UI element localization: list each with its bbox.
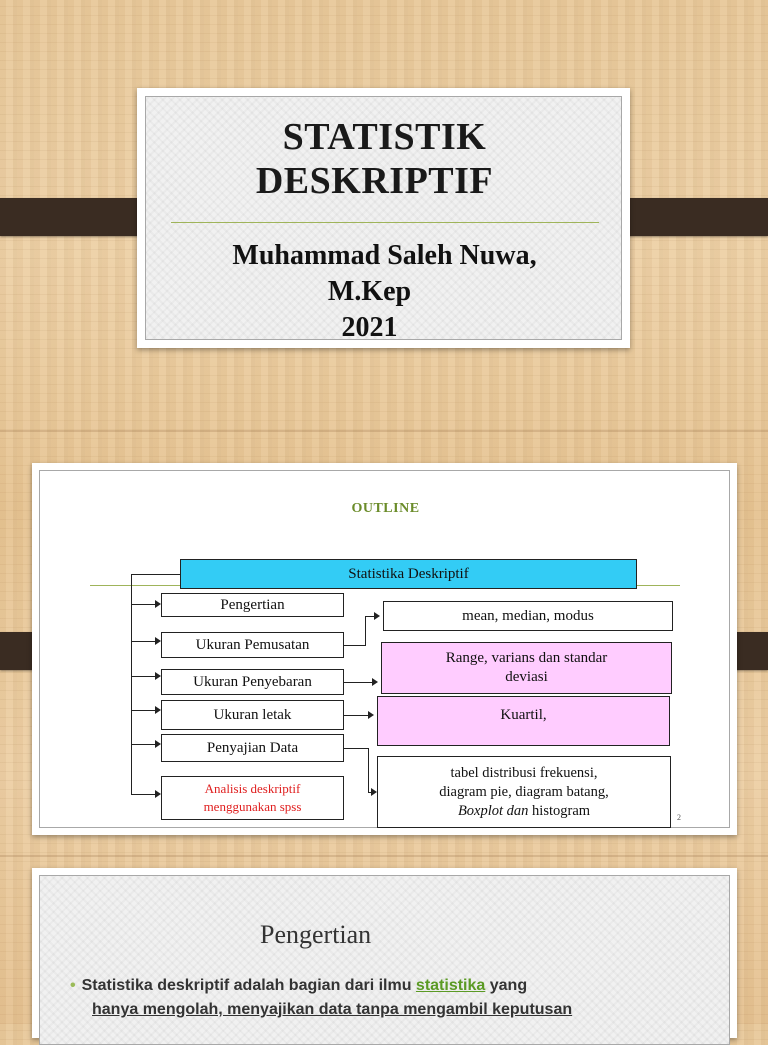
bullet-text-part2: yang: [485, 977, 528, 994]
branch-penyajian: [131, 744, 155, 745]
author-name: Muhammad Saleh Nuwa,: [232, 240, 537, 271]
pengertian-slide[interactable]: [32, 868, 737, 1038]
slide-title-line1: STATISTIK: [282, 116, 487, 158]
bullet-text-part1: Statistika deskriptif adalah bagian dari ilmu: [81, 977, 416, 994]
separator-2: [0, 855, 768, 857]
detail-letak[interactable]: [377, 696, 670, 746]
right-decor-bar-1: [613, 198, 768, 236]
analisis-line2: menggunakan spss: [203, 799, 302, 814]
arrow-detail-letak: [368, 711, 374, 719]
analisis-line1: Analisis deskriptif: [204, 781, 301, 796]
conn-pemusatan-v: [365, 616, 366, 646]
arrow-detail-penyebaran: [372, 678, 378, 686]
branch-letak: [131, 710, 155, 711]
detail-pemusatan[interactable]: mean, median, modus: [383, 601, 673, 631]
connector-root: [131, 574, 180, 575]
title-slide-panel: [145, 96, 622, 343]
slide-title: [146, 115, 623, 203]
page-number: 2: [677, 813, 681, 822]
title-divider: [171, 222, 599, 223]
outline-slide[interactable]: [32, 463, 737, 835]
conn-penyajian-h: [344, 748, 368, 749]
left-decor-bar-2: [0, 632, 34, 670]
presentation-year: 2021: [341, 312, 398, 343]
outline-slide-panel: [39, 470, 730, 828]
arrow-detail-pemusatan: [374, 612, 380, 620]
branch-analisis: [131, 794, 155, 795]
conn-penyebaran: [344, 682, 372, 683]
branch-pemusatan: [131, 641, 155, 642]
connector-trunk: [131, 574, 132, 794]
author-block: [146, 238, 623, 346]
detail-penyajian-line1: tabel distribusi frekuensi,: [450, 764, 598, 781]
item-penyajian-data[interactable]: Penyajian Data: [161, 734, 344, 762]
item-ukuran-pemusatan[interactable]: Ukuran Pemusatan: [161, 632, 344, 658]
detail-penyebaran-line2: deviasi: [505, 669, 548, 685]
separator-1: [0, 430, 768, 432]
pengertian-title: Pengertian: [260, 920, 372, 949]
bullet-item: [70, 974, 730, 1022]
detail-penyajian-line3-italic: Boxplot dan: [457, 802, 529, 819]
left-decor-bar-1: [0, 198, 155, 236]
item-ukuran-letak[interactable]: Ukuran letak: [161, 700, 344, 730]
item-analisis-deskriptif[interactable]: [161, 776, 344, 820]
bullet-text-line2: hanya mengolah, menyajikan data tanpa mengambil keputusan: [92, 1001, 573, 1018]
conn-penyajian-v: [368, 748, 369, 792]
detail-penyajian[interactable]: [377, 756, 671, 828]
root-box-statistika-deskriptif[interactable]: Statistika Deskriptif: [180, 559, 637, 589]
statistika-link[interactable]: statistika: [415, 977, 486, 994]
bullet-dot: •: [70, 977, 76, 994]
detail-letak-text: Kuartil,: [500, 707, 547, 723]
slide-title-line2: DESKRIPTIF: [255, 160, 494, 202]
detail-penyebaran-line1: Range, varians dan standar: [445, 650, 608, 666]
item-pengertian[interactable]: Pengertian: [161, 593, 344, 617]
pengertian-slide-panel: [39, 875, 730, 1045]
conn-pemusatan-h: [344, 645, 365, 646]
conn-letak: [344, 715, 368, 716]
branch-penyebaran: [131, 676, 155, 677]
outline-title: OUTLINE: [351, 501, 420, 516]
detail-penyajian-line3-rest: histogram: [528, 802, 591, 819]
author-degree: M.Kep: [327, 276, 412, 307]
branch-pengertian: [131, 604, 155, 605]
detail-penyajian-line3: [458, 802, 590, 821]
item-ukuran-penyebaran[interactable]: Ukuran Penyebaran: [161, 669, 344, 695]
detail-penyebaran[interactable]: [381, 642, 672, 694]
title-slide[interactable]: [137, 88, 630, 348]
detail-penyajian-line2: diagram pie, diagram batang,: [439, 783, 609, 800]
